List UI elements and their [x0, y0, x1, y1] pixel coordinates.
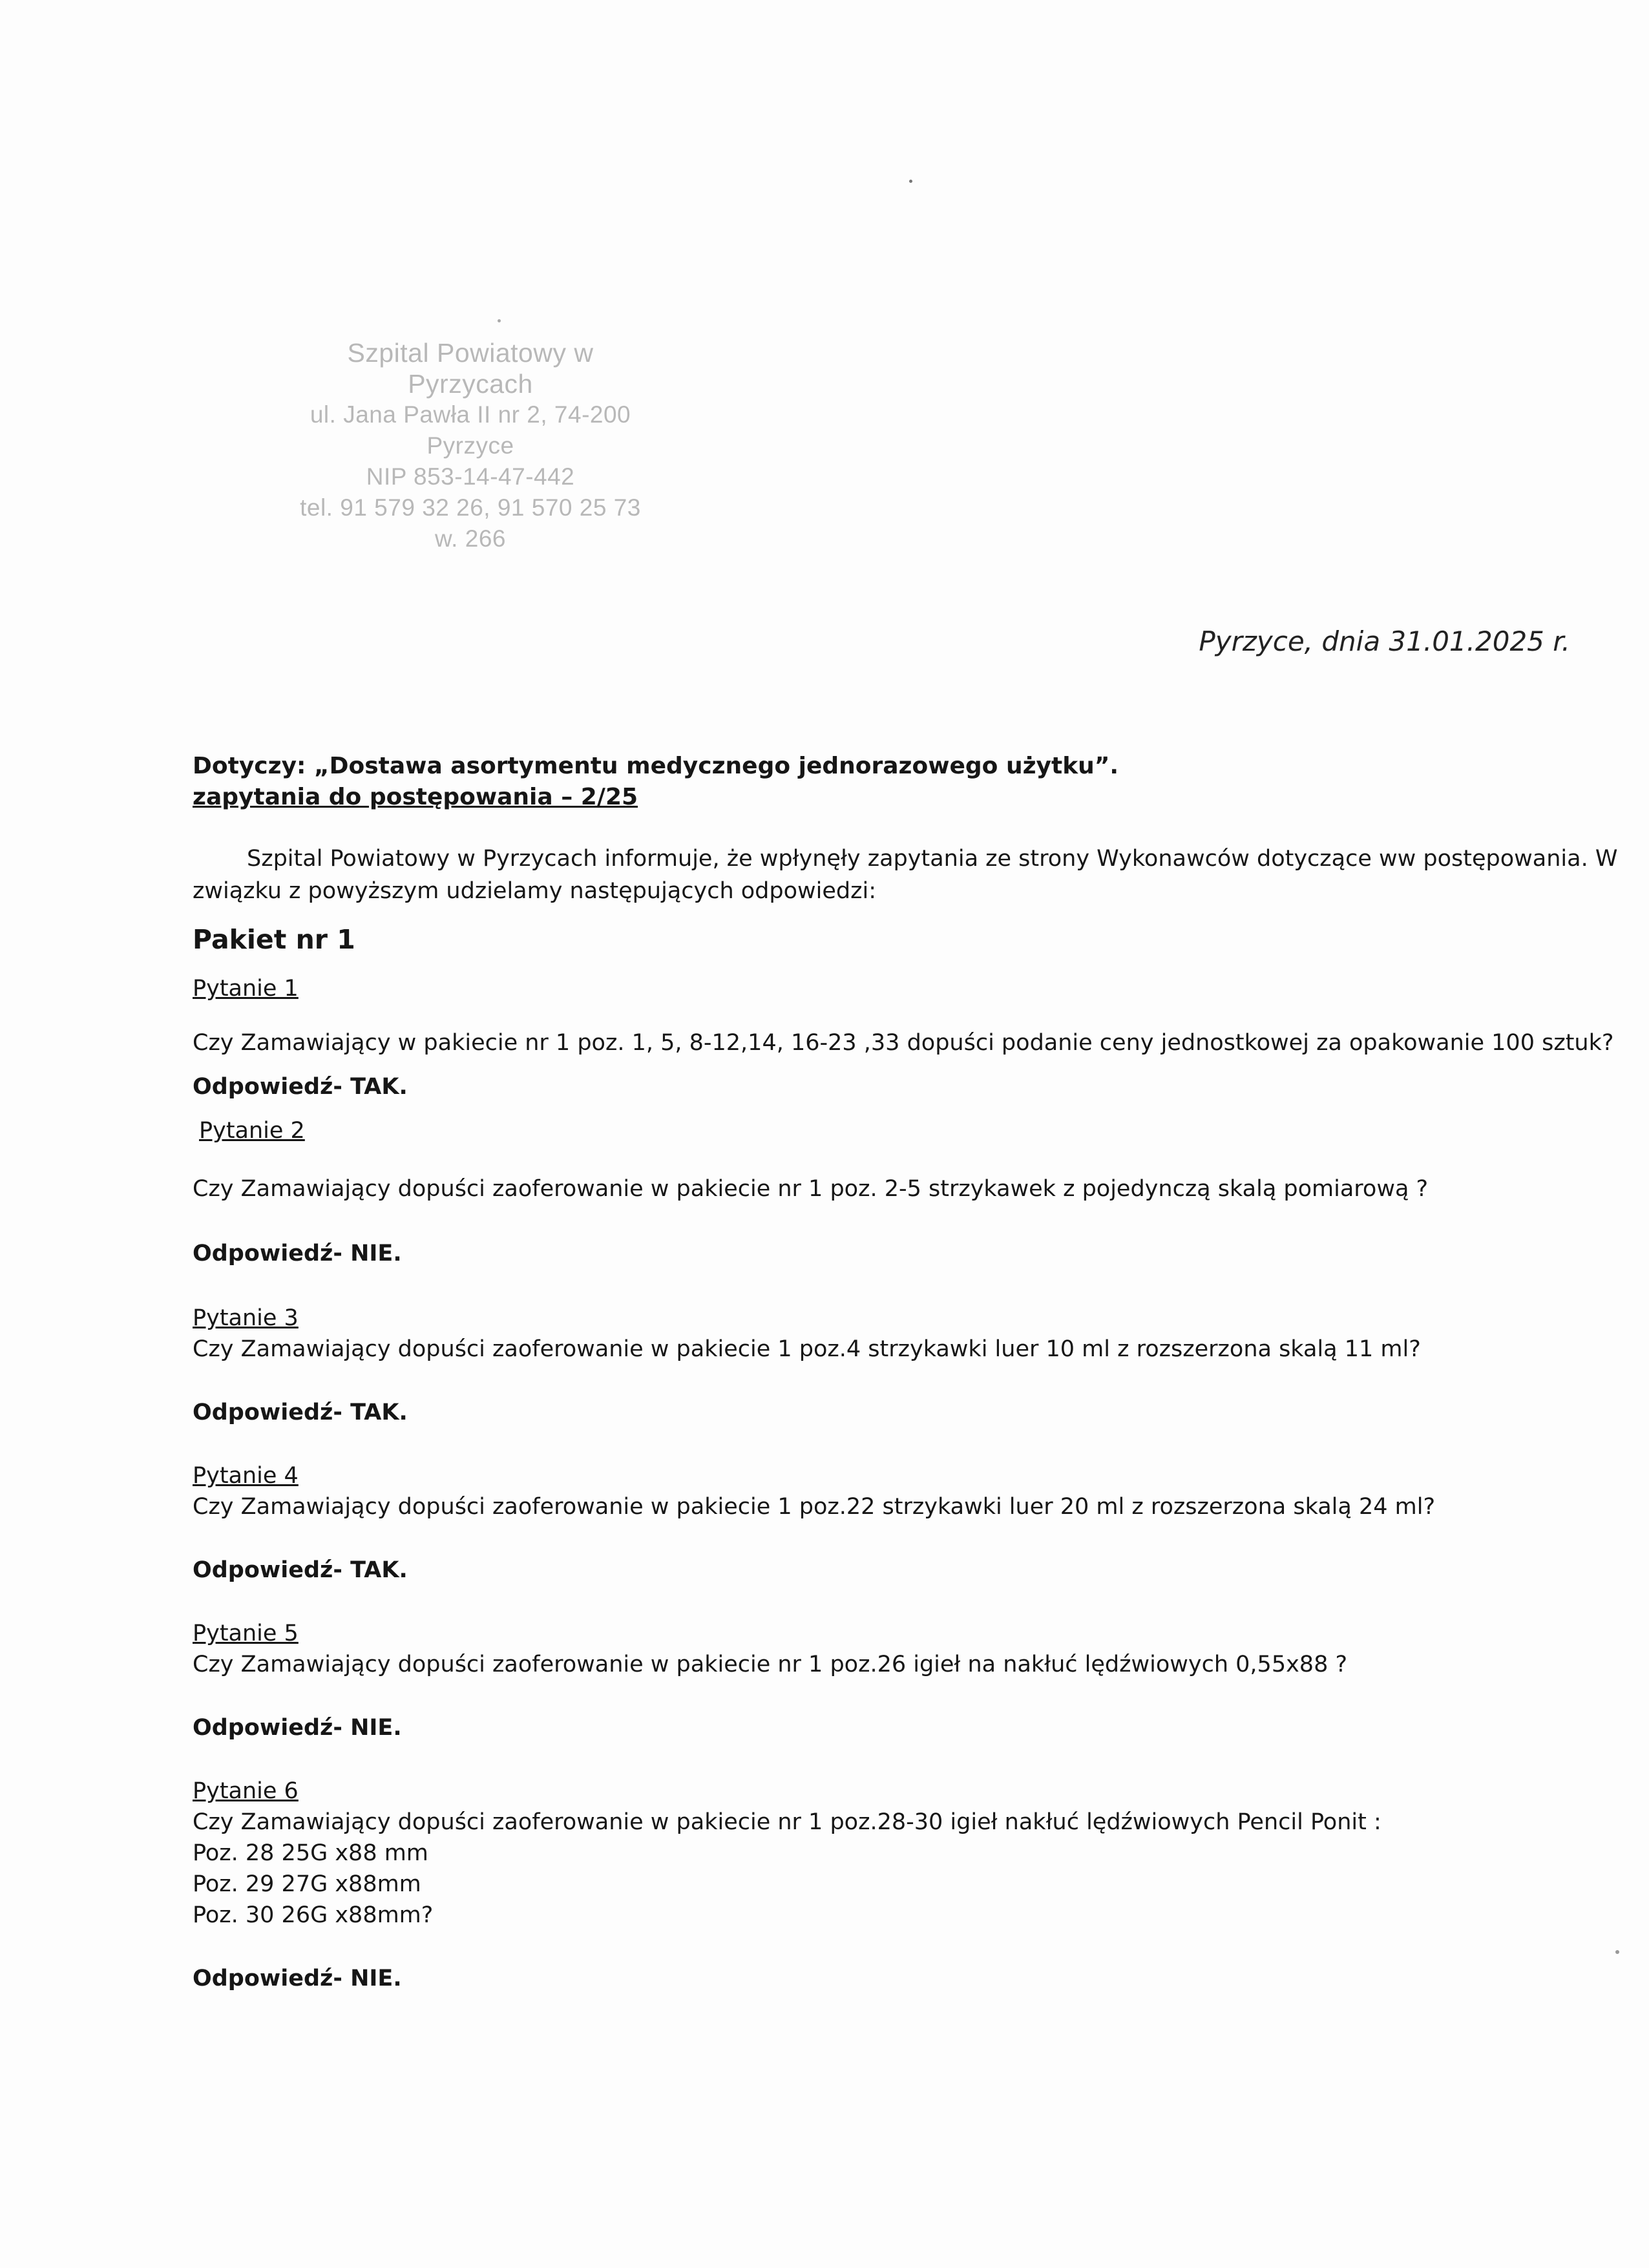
hospital-stamp [289, 337, 651, 554]
question-block [193, 1303, 1601, 1428]
question-block [193, 1115, 1601, 1269]
package-title: Pakiet nr 1 [193, 924, 355, 955]
subject-line: Dotyczy: „Dostawa asortymentu medycznego jednorazowego użytku”. [193, 753, 1119, 779]
question-label: Pytanie 2 [199, 1118, 305, 1144]
scan-speck [1615, 1950, 1619, 1954]
stamp-name: Szpital Powiatowy w Pyrzycach [347, 338, 594, 399]
stamp-nip: NIP 853-14-47-442 [366, 463, 575, 490]
answer: Odpowiedź- NIE. [193, 1715, 402, 1741]
answer: Odpowiedź- TAK. [193, 1557, 408, 1583]
position-item: Poz. 29 27G x88mm [193, 1871, 421, 1897]
question-text: Czy Zamawiający w pakiecie nr 1 poz. 1, 5, 8-12,14, 16-23 ,33 dopuści podanie ceny jednostkowej za opakowanie 100 sztuk? [193, 1030, 1614, 1056]
question-text: Czy Zamawiający dopuści zaoferowanie w pakiecie nr 1 poz. 2-5 strzykawek z pojedynczą skalą pomiarową ? [193, 1176, 1429, 1202]
document-date: Pyrzyce, dnia 31.01.2025 r. [1199, 625, 1570, 657]
question-block [193, 973, 1614, 1102]
reference-number: zapytania do postępowania – 2/25 [193, 784, 638, 810]
position-item: Poz. 28 25G x88 mm [193, 1840, 428, 1866]
question-text: Czy Zamawiający dopuści zaoferowanie w pakiecie nr 1 poz.26 igieł na nakłuć lędźwiowych 0,55x88 ? [193, 1652, 1348, 1677]
question-text: Czy Zamawiający dopuści zaoferowanie w pakiecie 1 poz.4 strzykawki luer 10 ml z rozszerzona skalą 11 ml? [193, 1336, 1421, 1362]
intro-line: związku z powyższym udzielamy następujących odpowiedzi: [193, 878, 876, 904]
stamp-address: ul. Jana Pawła II nr 2, 74-200 Pyrzyce [310, 401, 631, 459]
answer: Odpowiedź- TAK. [193, 1400, 408, 1425]
question-block [193, 1776, 1601, 1994]
question-text: Czy Zamawiający dopuści zaoferowanie w pakiecie 1 poz.22 strzykawki luer 20 ml z rozszerzona skalą 24 ml? [193, 1494, 1436, 1520]
intro-line: Szpital Powiatowy w Pyrzycach informuje, że wpłynęły zapytania ze strony Wykonawców dotyczące ww postępowania. W [247, 846, 1618, 872]
stamp-phone: tel. 91 579 32 26, 91 570 25 73 w. 266 [300, 494, 641, 552]
question-label: Pytanie 3 [193, 1305, 299, 1331]
document-body [193, 751, 1618, 1994]
scan-speck [498, 319, 501, 322]
question-label: Pytanie 5 [193, 1621, 299, 1646]
question-label: Pytanie 1 [193, 976, 299, 1002]
question-text: Czy Zamawiający dopuści zaoferowanie w pakiecie nr 1 poz.28-30 igieł nakłuć lędźwiowych Pencil Ponit : [193, 1809, 1381, 1835]
answer: Odpowiedź- NIE. [193, 1241, 402, 1266]
question-label: Pytanie 4 [193, 1463, 299, 1489]
intro-paragraph [193, 843, 1618, 907]
answer: Odpowiedź- TAK. [193, 1074, 408, 1100]
question-label: Pytanie 6 [193, 1778, 299, 1804]
question-block [193, 1460, 1601, 1586]
position-item: Poz. 30 26G x88mm? [193, 1902, 434, 1928]
scan-speck [909, 180, 912, 183]
answer: Odpowiedź- NIE. [193, 1966, 402, 1991]
question-block [193, 1618, 1601, 1743]
